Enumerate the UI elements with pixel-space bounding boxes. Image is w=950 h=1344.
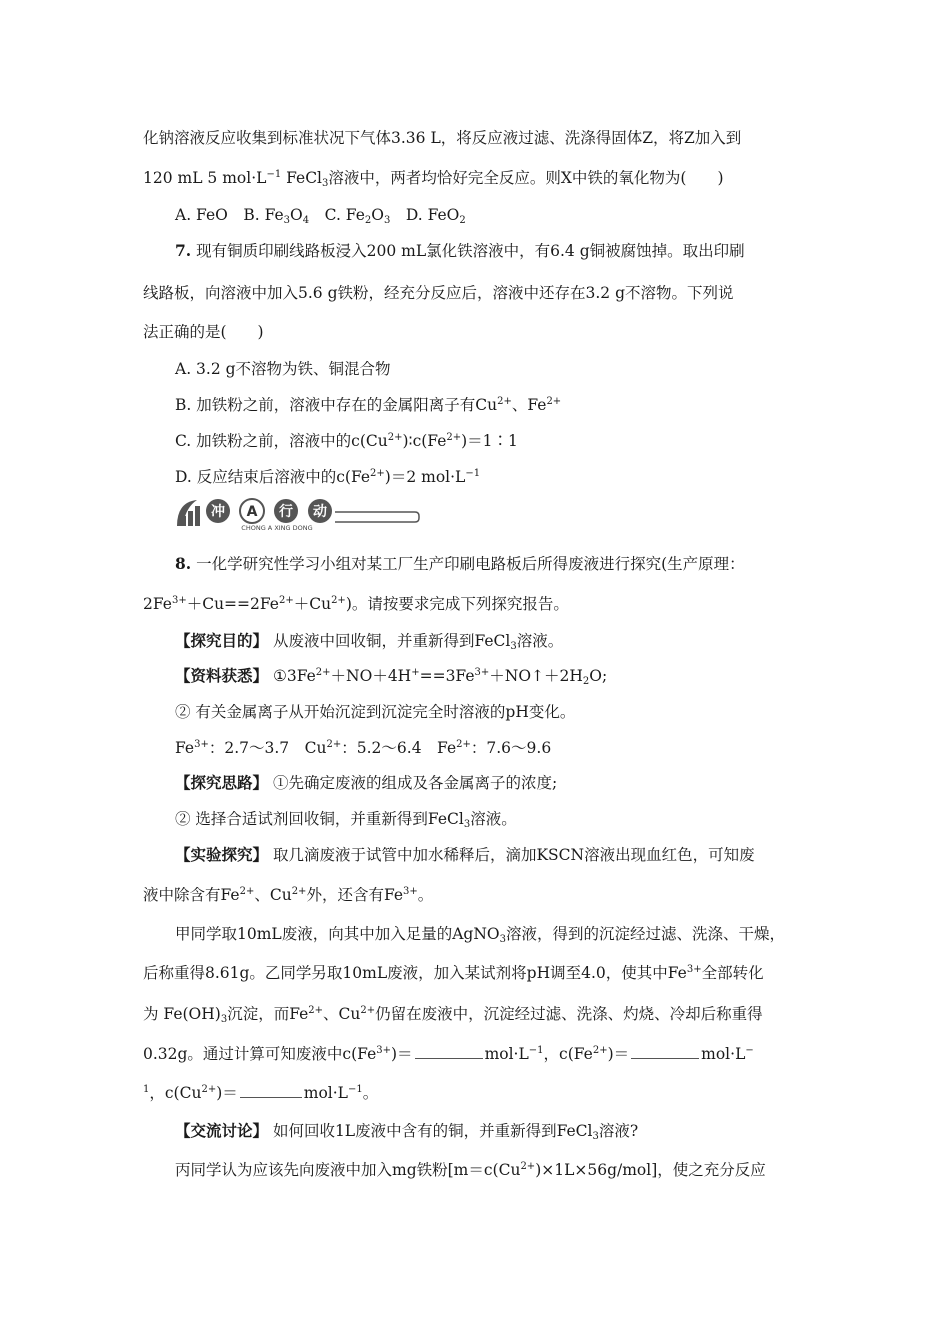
q8-jia-1: 甲同学取10mL废液，向其中加入足量的AgNO$_3$溶液，得到的沉淀经过滤、洗涤、干燥， [175,925,785,945]
banner-pinyin: CHONG A XING DONG [241,524,313,532]
q6-options: A. FeO B. $Fe_3O_4$ C. $Fe_2O_3$ D. FeO$_2$ [175,206,466,226]
answer-blank-fe2[interactable] [631,1046,699,1059]
banner-graphic [175,496,420,532]
q8-jia-4: 0.32g。通过计算可知废液中$c(Fe^{3+})= mol\cdot L^{-1}$，$c(Fe^{2+})= mol\cdot L^-$ [143,1045,754,1063]
q8-exp-1: 【实验探究】 取几滴废液于试管中加水稀释后，滴加KSCN溶液出现血红色，可知废 [175,845,755,864]
q8-ph-ranges: $Fe^{3+}$：2.7～3.7 $Cu^{2+}$：5.2～6.4 $Fe^{2+}$：7.6～9.6 [175,739,552,757]
q8-line-2: $2Fe^{3+}+Cu==2Fe^{2+}+Cu^{2+}$)。请按要求完成下列探究报告。 [143,595,569,613]
q8-idea-1: 【探究思路】 ①先确定废液的组成及各金属离子的浓度; [175,773,558,792]
bar-chart-icon [177,500,200,526]
q8-discussion: 【交流讨论】 如何回收1L废液中含有的铜，并重新得到FeCl$_3$溶液? [175,1121,639,1142]
q8-jia-5: $^1$，$c(Cu^{2+})= mol\cdot L^{-1}$。 [143,1084,379,1102]
q8-line-1: 8. 一化学研究性学习小组对某工厂生产印刷电路板后所得废液进行探究(生产原理： [175,554,745,573]
q8-idea-2: ② 选择合适试剂回收铜，并重新得到FeCl$_3$溶液。 [175,810,517,830]
q8-number: 8. [175,554,192,573]
section-banner [175,496,420,532]
q7-option-d: D. 反应结束后溶液中的$c(Fe^{2+})=2$ $mol\cdot L^{-1}$ [175,468,481,486]
q7-line-2: 线路板，向溶液中加入5.6 g铁粉，经充分反应后，溶液中还存在3.2 g不溶物。下列说 [143,284,734,302]
answer-blank-cu2[interactable] [240,1085,302,1098]
answer-blank-fe3[interactable] [415,1046,483,1059]
q8-exp-2: 液中除含有$Fe^{2+}$、$Cu^{2+}$外，还含有$Fe^{3+}$。 [143,886,434,904]
q8-info-2: ② 有关金属离子从开始沉淀到沉淀完全时溶液的pH变化。 [175,703,576,721]
q7-option-a: A. 3.2 g不溶物为铁、铜混合物 [175,360,391,378]
q8-info-1: 【资料获悉】 $①3Fe^{2+}+NO+4H^+==3Fe^{3+}+NO↑+2H_2O$; [175,666,608,687]
q7-line-3: 法正确的是( ) [143,323,264,341]
banner-tail-line [335,512,419,522]
q7-number: 7. [175,241,192,260]
q6-line-1: 化钠溶液反应收集到标准状况下气体3.36 L，将反应液过滤、洗涤得固体Z，将Z加入到 [143,129,742,147]
q8-purpose: 【探究目的】 从废液中回收铜，并重新得到FeCl$_3$溶液。 [175,631,564,652]
banner-char-1: 冲 [211,504,225,520]
q6-line-2: 120 mL 5 $mol\cdot L^{-1}$ FeCl$_3$溶液中，两者均恰好完全反应。则X中铁的氧化物为( ) [143,169,724,189]
q8-jia-2: 后称重得8.61g。乙同学另取10mL废液，加入某试剂将pH调至4.0，使其中$Fe^{3+}$全部转化 [143,964,764,982]
q7-line-1: 7. 现有铜质印刷线路板浸入200 mL氯化铁溶液中，有6.4 g铜被腐蚀掉。取出印刷 [175,241,745,260]
banner-char-3: 行 [279,504,293,520]
q7-option-c: C. 加铁粉之前，溶液中的$c(Cu^{2+})∶c(Fe^{2+})=1∶1$ [175,432,518,450]
banner-char-2: A [246,504,258,520]
q8-bing: 丙同学认为应该先向废液中加入mg铁粉$[m=c(Cu^{2+})\times 1L\times 56g/mol]$，使之充分反应 [175,1161,766,1179]
q8-jia-3: 为 $Fe(OH)_3$沉淀，而$Fe^{2+}$、$Cu^{2+}$仍留在废液中，沉淀经过滤、洗涤、灼烧、冷却后称重得 [143,1005,763,1025]
q7-option-b: B. 加铁粉之前，溶液中存在的金属阳离子有$Cu^{2+}$、$Fe^{2+}$ [175,396,562,414]
banner-char-4: 动 [313,504,327,520]
